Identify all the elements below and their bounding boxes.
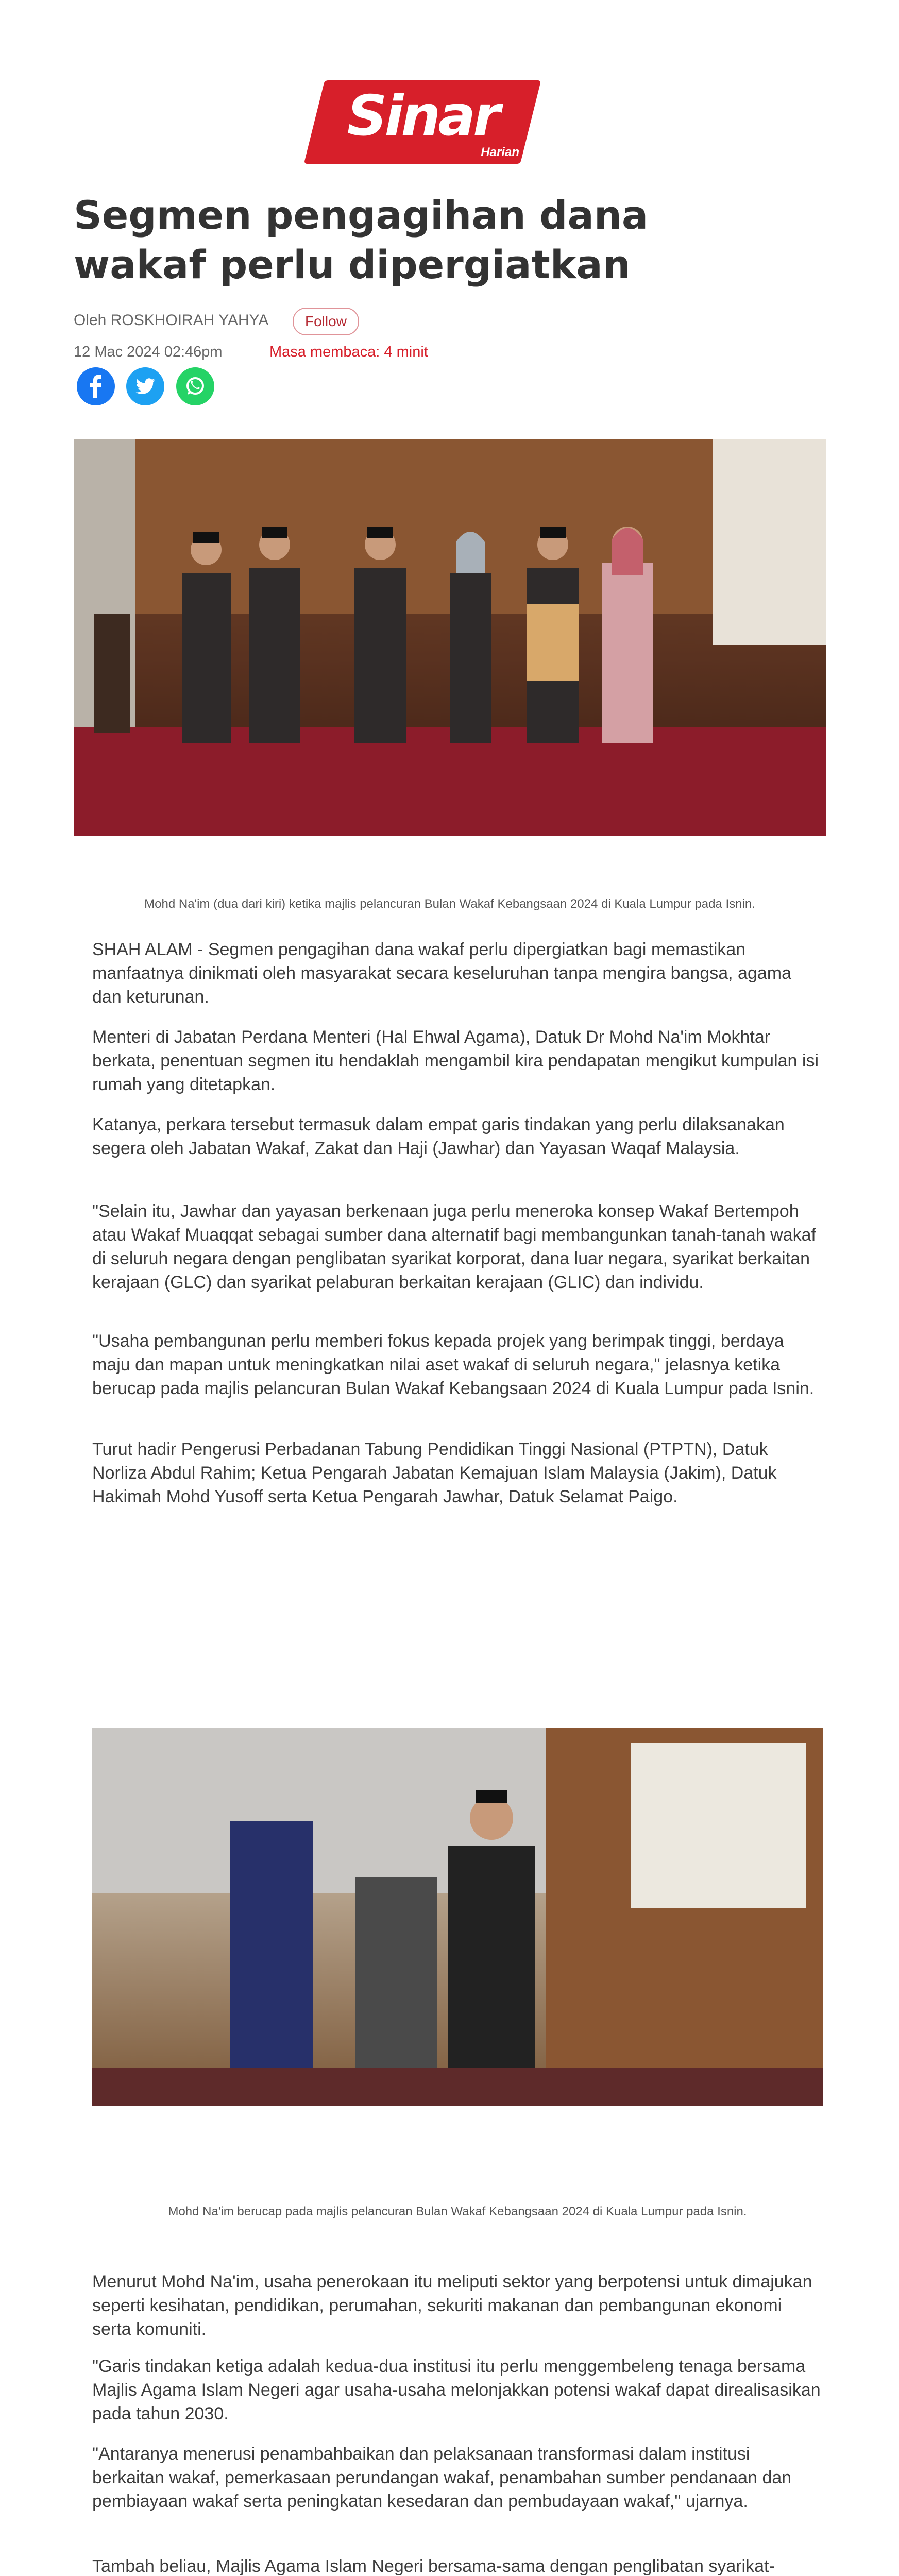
paragraph: Tambah beliau, Majlis Agama Islam Negeri bersama-sama dengan penglibatan syarikat- — [92, 2556, 775, 2576]
paragraph: "Antaranya menerusi penambahbaikan dan pelaksanaan transformasi dalam institusi berkaitan wakaf, pemerkasaan perundangan wakaf, penambahan sumber pendanaan dan pembiayaan wakaf serta peningkatan kesedaran dan pembudayaan wakaf," ujarnya. — [92, 2444, 792, 2511]
follow-button[interactable]: Follow — [293, 308, 359, 335]
logo-wordmark: Sinar — [347, 84, 498, 148]
paragraph: Menurut Mohd Na'im, usaha penerokaan itu meliputi sektor yang berpotensi untuk dimajukan seperti kesihatan, pendidikan, perumahan, sekuriti makanan dan pembangunan ekonomi serta komuniti. — [92, 2272, 812, 2339]
paragraph: "Garis tindakan ketiga adalah kedua-dua institusi itu perlu menggembeleng tenaga bersama Majlis Agama Islam Negeri agar usaha-usaha melonjakkan potensi wakaf dapat direalisasikan pada tahun 2030. — [92, 2357, 821, 2424]
twitter-icon — [126, 367, 164, 405]
read-time: Masa membaca: 4 minit — [269, 344, 428, 360]
whatsapp-share-icon[interactable] — [176, 367, 214, 405]
twitter-share-icon[interactable] — [126, 367, 164, 405]
paragraph: Katanya, perkara tersebut termasuk dalam empat garis tindakan yang perlu dilaksanakan segera oleh Jabatan Wakaf, Zakat dan Haji (Jawhar) dan Yayasan Waqaf Malaysia. — [92, 1115, 785, 1158]
article-photo-launch — [74, 439, 826, 836]
whatsapp-icon — [176, 367, 214, 405]
paragraph: Turut hadir Pengerusi Perbadanan Tabung Pendidikan Tinggi Nasional (PTPTN), Datuk Norliza Abdul Rahim; Ketua Pengarah Jabatan Kemajuan Islam Malaysia (Jakim), Datuk Hakimah Mohd Yusoff serta Ketua Pengarah Jawhar, Datuk Selamat Paigo. — [92, 1439, 777, 1506]
logo-subtitle: Harian — [481, 145, 519, 159]
paragraph: "Selain itu, Jawhar dan yayasan berkenaan juga perlu meneroka konsep Wakaf Bertempoh atau Wakaf Muaqqat sebagai sumber dana alternatif bagi membangunkan tanah-tanah wakaf di seluruh negara dengan penglibatan syarikat korporat, dana luar negara, syarikat berkaitan kerajaan (GLC) dan syarikat pelaburan berkaitan kerajaan (GLIC) dan individu. — [92, 1201, 816, 1292]
photo-caption: Mohd Na'im berucap pada majlis pelancuran Bulan Wakaf Kebangsaan 2024 di Kuala Lumpur pada Isnin. — [168, 2205, 747, 2218]
author-byline[interactable]: Oleh ROSKHOIRAH YAHYA — [74, 312, 269, 329]
publish-date: 12 Mac 2024 02:46pm — [74, 344, 223, 360]
paragraph: SHAH ALAM - Segmen pengagihan dana wakaf perlu dipergiatkan bagi memastikan manfaatnya dinikmati oleh masyarakat secara keseluruhan tanpa mengira bangsa, agama dan keturunan. — [92, 940, 792, 1007]
photo-caption: Mohd Na'im (dua dari kiri) ketika majlis pelancuran Bulan Wakaf Kebangsaan 2024 di Kuala Lumpur pada Isnin. — [144, 897, 755, 911]
sinar-logo[interactable] — [314, 80, 531, 164]
paragraph: "Usaha pembangunan perlu memberi fokus kepada projek yang berimpak tinggi, berdaya maju dan mapan untuk meningkatkan nilai aset wakaf di seluruh negara," jelasnya ketika berucap pada majlis pelancuran Bulan Wakaf Kebangsaan 2024 di Kuala Lumpur pada Isnin. — [92, 1331, 815, 1398]
facebook-icon — [77, 367, 115, 405]
paragraph: Menteri di Jabatan Perdana Menteri (Hal Ehwal Agama), Datuk Dr Mohd Na'im Mokhtar berkata, penentuan segmen itu hendaklah mengambil kira pendapatan mengikut kumpulan isi rumah yang ditetapkan. — [92, 1027, 819, 1094]
photo-group-illustration — [74, 439, 826, 836]
facebook-share-icon[interactable] — [77, 367, 115, 405]
photo-speech-illustration — [92, 1728, 823, 2106]
article-photo-speech — [92, 1728, 823, 2106]
article-title: Segmen pengagihan dana wakaf perlu dipergiatkan — [74, 192, 649, 287]
